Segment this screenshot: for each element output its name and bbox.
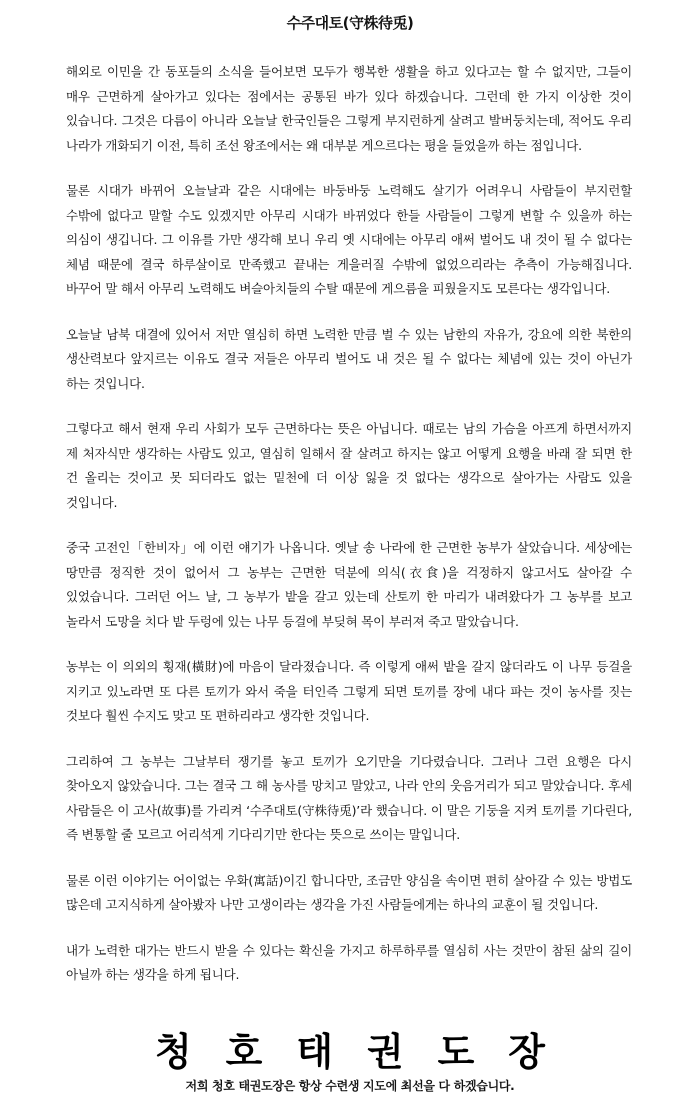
paragraph: 물론 시대가 바뀌어 오늘날과 같은 시대에는 바둥바둥 노력해도 살기가 어려우니 사람들이 부지런할 수밖에 없다고 말할 수도 있겠지만 아무리 시대가 바뀌었다 한들 사람들이 그렇게 변할 수 있을까 하는 의심이 생깁니다. 그 이유를 가만 생각해 보니 우리 옛 시대에는 아무리 애써 벌어도 내 것이 될 수 없다는 체념 때문에 결국 하루살이로 만족했고 끝내는 게을러질 수밖에 없었으리라는 추측이 가능해집니다. 바꾸어 말 해서 아무리 노력해도 벼슬아치들의 수탈 때문에 게으름을 피웠을지도 모른다는 생각입니다. xyxy=(66,183,632,296)
footer-slogan: 저희 청호 태권도장은 항상 수련생 지도에 최선을 다 하겠습니다. xyxy=(185,1079,515,1093)
dojang-name-char: 호 xyxy=(225,1029,263,1074)
dojang-name-char: 청 xyxy=(155,1029,192,1074)
paragraph: 내가 노력한 대가는 반드시 받을 수 있다는 확신을 가지고 하루하루를 열심히 사는 것만이 참된 삶의 길이 아닐까 하는 생각을 하게 됩니다. xyxy=(66,942,632,982)
paragraph: 오늘날 남북 대결에 있어서 저만 열심히 하면 노력한 만큼 벌 수 있는 남한의 자유가, 강요에 의한 북한의 생산력보다 앞지르는 이유도 결국 저들은 아무리 벌어도 내 것은 될 수 없다는 체념에 있는 것이 아닌가 하는 것입니다. xyxy=(66,326,632,391)
dojang-name-char: 태 xyxy=(296,1029,334,1074)
paragraph: 농부는 이 의외의 횡재(橫財)에 마음이 달라졌습니다. 즉 이렇게 애써 밭을 갈지 않더라도 이 나무 등걸을 지키고 있노라면 또 다른 토끼가 와서 죽을 터인즉 그렇게 되면 토끼를 장에 내다 파는 것이 농사를 짓는 것보다 훨씬 수지도 맞고 또 편하리라고 생각한 것입니다. xyxy=(66,659,632,723)
dojang-name-char: 권 xyxy=(366,1029,404,1074)
paragraph: 해외로 이민을 간 동포들의 소식을 들어보면 모두가 행복한 생활을 하고 있다고는 할 수 없지만, 그들이 매우 근면하게 살아가고 있다는 점에서는 공통된 바가 있다 하겠습니다. 그런데 한 가지 이상한 것이 있습니다. 그것은 다름이 아니라 오늘날 한국인들은 그렇게 부지런하게 살려고 발버둥치는데, 적어도 우리 나라가 개화되기 이전, 특히 조선 왕조에서는 왜 대부분 게으르다는 평을 들었을까 하는 점입니다. xyxy=(66,64,632,153)
document-body xyxy=(66,60,632,1009)
dojang-name-char: 장 xyxy=(508,1029,545,1074)
paragraph: 중국 고전인「한비자」에 이런 얘기가 나옵니다. 옛날 송 나라에 한 근면한 농부가 살았습니다. 세상에는 땅만큼 정직한 것이 없어서 그 농부는 근면한 덕분에 의식(衣食)을 걱정하지 않고서도 살아갈 수 있었습니다. 그러던 어느 날, 그 농부가 밭을 갈고 있는데 산토끼 한 마리가 내려왔다가 그 농부를 보고 놀라서 도망을 치다 밭 두렁에 있는 나무 등걸에 부딪혀 목이 부러져 죽고 말았습니다. xyxy=(66,540,632,629)
paragraph: 그리하여 그 농부는 그날부터 쟁기를 놓고 토끼가 오기만을 기다렸습니다. 그러나 그런 요행은 다시 찾아오지 않았습니다. 그는 결국 그 해 농사를 망치고 말았고, 나라 안의 웃음거리가 되고 말았습니다. 후세 사람들은 이 고사(故事)를 가리켜 ‘수주대토(守株待兎)’라 했습니다. 이 말은 기둥을 지켜 토끼를 기다린다, 즉 변통할 줄 모르고 어리석게 기다리기만 한다는 뜻으로 쓰이는 말입니다. xyxy=(66,753,632,842)
document-title: 수주대토(守株待兎) xyxy=(286,14,414,32)
dojang-name-char: 도 xyxy=(437,1029,475,1074)
dojang-name xyxy=(155,1028,545,1076)
paragraph: 물론 이런 이야기는 어이없는 우화(寓話)이긴 합니다만, 조금만 양심을 속이면 편히 살아갈 수 있는 방법도 많은데 고지식하게 살아봤자 나만 고생이라는 생각을 가진 사람들에게는 하나의 교훈이 될 것입니다. xyxy=(66,872,632,912)
paragraph: 그렇다고 해서 현재 우리 사회가 모두 근면하다는 뜻은 아닙니다. 때로는 남의 가슴을 아프게 하면서까지 제 처자식만 생각하는 사람도 있고, 열심히 일해서 잘 살려고 하지는 않고 어떻게 요행을 바래 잘 되면 한 건 올리는 것이고 못 되더라도 없는 밑천에 더 이상 잃을 것 없다는 생각으로 살아가는 사람도 있을 것입니다. xyxy=(66,421,632,510)
